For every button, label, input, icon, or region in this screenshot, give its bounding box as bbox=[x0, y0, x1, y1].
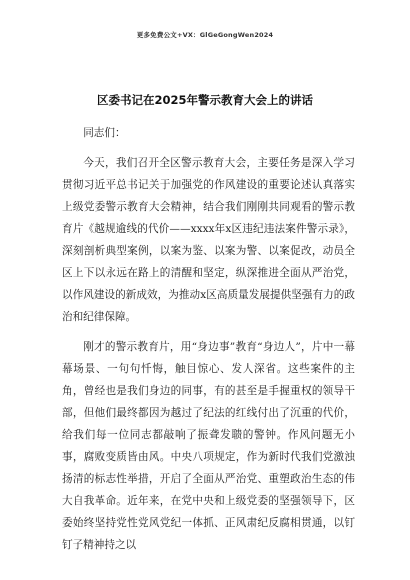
document-title: 区委书记在2025年警示教育大会上的讲话 bbox=[96, 93, 313, 107]
document-body bbox=[62, 122, 355, 556]
header-note: 更多免费公文+VX：GlGeGongWen2024 bbox=[136, 31, 274, 39]
paragraph-2: 刚才的警示教育片，用“身边事”教育“身边人”，片中一幕幕场景、一句句忏悔，触目惊心、发人深省。这些案件的主角，曾经也是我们身边的同事，有的甚至是手握重权的领导干部，但他们最终都因为越过了纪法的红线付出了沉重的代价，给我们每一位同志都敲响了振聋发聩的警钟。作风问题无小事，腐败变质皆由风。中央八项规定，作为新时代我们党激浊扬清的标志性举措，开启了全面从严治党、重塑政治生态的伟大自我革命。近年来，在党中央和上级党委的坚强领导下，区委始终坚持党性党风党纪一体抓、正风肃纪反腐相贯通，以钉钉子精神持之以 bbox=[62, 341, 355, 551]
greeting: 同志们： bbox=[83, 127, 126, 139]
paragraph-1: 今天，我们召开全区警示教育大会，主要任务是深入学习贯彻习近平总书记关于加强党的作风建设的重要论述认真落实上级党委警示教育大会精神，结合我们刚刚共同观看的警示教育片《越规逾线的代价——xxxx年x区违纪违法案件警示录》，深刻剖析典型案例，以案为鉴、以案为警、以案促改，动员全区上下以永远在路上的清醒和坚定，纵深推进全面从严治党，以作风建设的新成效，为推动x区高质量发展提供坚强有力的政治和纪律保障。 bbox=[62, 157, 355, 323]
